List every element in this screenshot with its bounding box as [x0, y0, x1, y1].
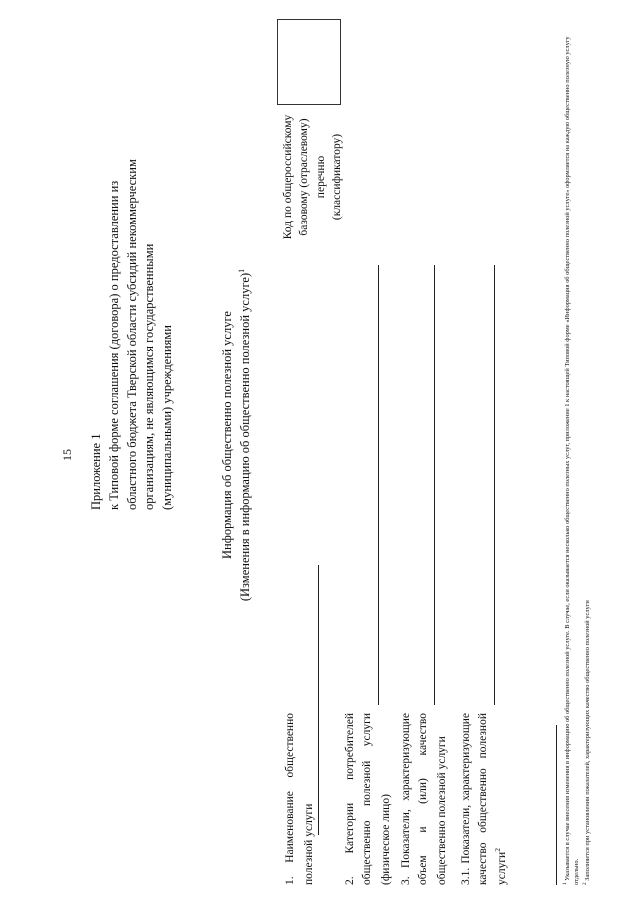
document-title	[218, 205, 254, 665]
footnotes	[562, 15, 592, 885]
footnote-separator	[556, 725, 557, 885]
volume-quality-indicators-line[interactable]	[434, 265, 435, 705]
field-row-quality-indicators	[458, 245, 508, 885]
appendix-line: организациям, не являющимся государственными	[142, 243, 157, 510]
appendix-line: Приложение 1	[89, 433, 103, 510]
consumer-categories-line[interactable]	[378, 265, 379, 705]
field-row-service-name	[282, 245, 322, 885]
classifier-code-label: Код по общероссийскому базовому (отраслевому) перечню (классификатору)	[282, 114, 343, 240]
quality-indicators-line[interactable]	[494, 265, 495, 705]
appendix-line: к Типовой форме соглашения (договора) о предоставлении из	[106, 180, 121, 510]
field-row-volume-quality-indicators	[398, 245, 454, 885]
field-label: 3. Показатели, характеризующие объем и (или) качество общественно полезной услуги	[400, 713, 448, 885]
field-label: 3.1. Показатели, характеризующие качество общественно полезной услуги$^2$	[460, 713, 508, 885]
appendix-line: (муниципальными) учреждениями	[160, 325, 174, 510]
page-number: 15	[60, 449, 74, 461]
field-row-consumer-categories	[342, 245, 392, 885]
title-line-1: Информация об общественно полезной услуге	[220, 311, 234, 559]
appendix-header	[88, 40, 177, 510]
footnote-1: $^1$ Указывается в случае внесения изменения в информацию об общественно полезной услуге. В случае, если оказывается несколько общественно полезных услуг, приложение 1 к настоящей Типовой форме «Информация об общественно полезной услуге» оформляется на каждую общественно полезную услугу отдельно.	[562, 36, 581, 885]
appendix-line: областного бюджета Тверской области субсидий некоммерческим	[124, 159, 139, 510]
service-name-line[interactable]	[318, 565, 319, 835]
field-label: 1. Наименование общественно полезной услуги	[284, 713, 315, 885]
footnote-2: $^2$ Заполняется при установлении показателей, характеризующих качество общественно полезной услуги	[581, 600, 591, 885]
title-line-2: (Изменения в информацию об общественно полезной услуге)$^1$	[237, 268, 253, 602]
field-label: 2. Категории потребителей общественно полезной услуги (физическое лицо)	[344, 713, 392, 885]
classifier-code-box[interactable]	[277, 19, 341, 105]
